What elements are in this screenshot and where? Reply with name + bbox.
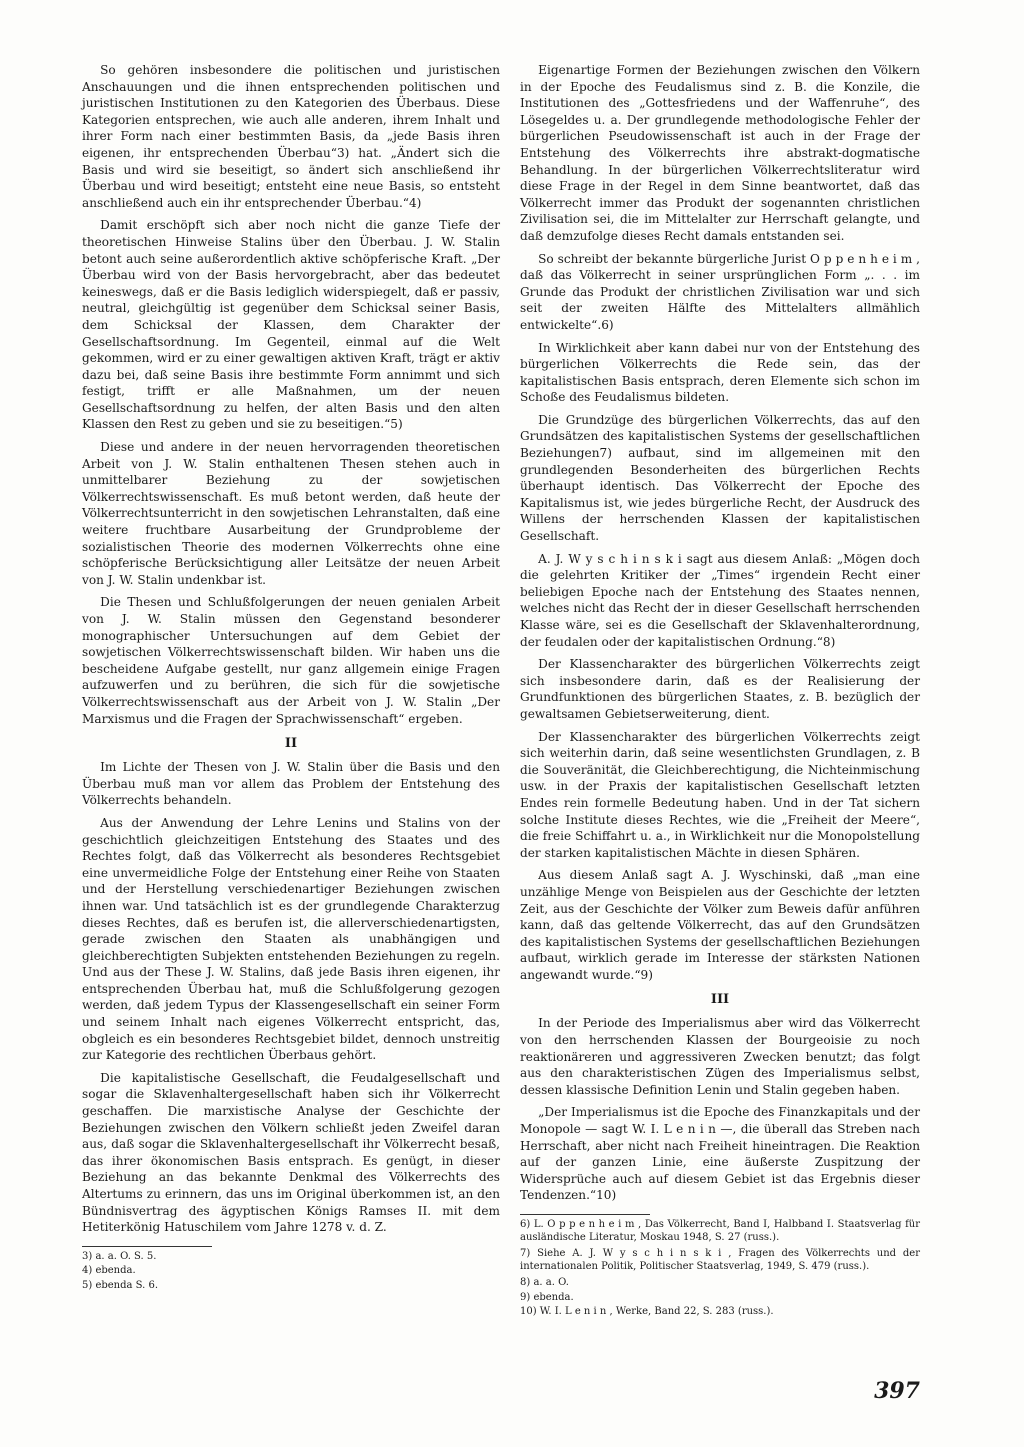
- footnote: 9) ebenda.: [520, 1291, 574, 1303]
- page-number: 397: [874, 1378, 920, 1404]
- paragraph: In Wirklichkeit aber kann dabei nur von der Entstehung des bürgerlichen Völkerrechts die Rede sein, das der kapitalistischen Basis entsprach, deren Elemente sich schon im Schoße des Feudalismus bildeten.: [520, 340, 920, 405]
- footnote: 10) W. I. L e n i n , Werke, Band 22, S. 283 (russ.).: [520, 1306, 774, 1317]
- footnote: 6) L. O p p e n h e i m , Das Völkerrecht, Band I, Halbband I. Staatsverlag für ausländische Literatur, Moskau 1948, S. 27 (russ.).: [520, 1219, 920, 1243]
- left-column: [82, 62, 500, 1294]
- section-heading-ii: II: [284, 736, 298, 752]
- right-column: [520, 62, 920, 1321]
- footnote: 5) ebenda S. 6.: [82, 1279, 159, 1291]
- paragraph: Diese und andere in der neuen hervorragenden theoretischen Arbeit von J. W. Stalin enthaltenen Thesen stehen auch in unmittelbarer Beziehung zu der sowjetischen Völkerrechtswissenschaft. Es muß betont werden, daß heute der Völkerrechtsunterricht in den sowjetischen Lehranstalten, daß eine weitere fruchtbare Ausarbeitung der Grundprobleme der sozialistischen Theorie des modernen Völkerrechts ohne eine schöpferische Berücksichtigung aller Leitsätze der neuen Arbeit von J. W. Stalin undenkbar ist.: [82, 440, 500, 587]
- paragraph: Im Lichte der Thesen von J. W. Stalin über die Basis und den Überbau muß man vor allem das Problem der Entstehung des Völkerrechts behandeln.: [82, 760, 500, 808]
- footnote-divider: [82, 1246, 212, 1247]
- paragraph: „Der Imperialismus ist die Epoche des Finanzkapitals und der Monopole — sagt W. I. L e n i n —, die überall das Streben nach Herrschaft, aber nicht nach Freiheit hineintragen. Die Reaktion auf der ganzen Linie, eine äußerste Zuspitzung der Widersprüche auch auf diesem Gebiet ist das Ergebnis dieser Tendenzen.“10): [520, 1105, 920, 1203]
- footnote: 8) a. a. O.: [520, 1277, 569, 1288]
- footnote: 4) ebenda.: [82, 1265, 136, 1277]
- paragraph: Damit erschöpft sich aber noch nicht die ganze Tiefe der theoretischen Hinweise Stalins über den Überbau. J. W. Stalin betont auch seine außerordentlich aktive schöpferische Kraft. „Der Überbau wird von der Basis hervorgebracht, aber das bedeutet keineswegs, daß er die Basis lediglich widerspiegelt, daß er passiv, neutral, gleichgültig ist gegenüber dem Schicksal seiner Basis, dem Schicksal der Klassen, dem Charakter der Gesellschaftsordnung. Im Gegenteil, einmal auf die Welt gekommen, wird er zu einer gewaltigen aktiven Kraft, trägt er aktiv dazu bei, daß seine Basis ihre bestimmte Form annimmt und sich festigt, trifft er alle Maßnahmen, um der neuen Gesellschaftsordnung zu helfen, der alten Basis und den alten Klassen den Rest zu geben und sie zu beseitigen.“5): [82, 218, 500, 432]
- paragraph: A. J. W y s c h i n s k i sagt aus diesem Anlaß: „Mögen doch die gelehrten Kritiker der „Times“ irgendein Recht einer beliebigen Epoche nach der Entstehung des Staates nennen, welches nicht das Recht der in dieser Gesellschaft herrschenden Klasse wäre, sei es die Gesellschaft der Sklavenhalterordnung, der feudalen oder der kapitalistischen Ordnung.“8): [520, 551, 920, 649]
- paragraph: Aus der Anwendung der Lehre Lenins und Stalins von der geschichtlich gleichzeitigen Entstehung des Staates und des Rechtes folgt, daß das Völkerrecht als besonderes Rechtsgebiet eine unvermeidliche Folge der Entstehung einer Reihe von Staaten und der Herstellung verschiedenartiger Beziehungen zwischen ihnen war. Und tatsächlich ist es der grundlegende Charakterzug dieses Rechtes, daß es berufen ist, die allerverschiedenartigsten, gerade zwischen den Staaten als unabhängigen und gleichberechtigten Subjekten entstehenden Beziehungen zu regeln. Und aus der These J. W. Stalins, daß jede Basis ihren eigenen, ihr entsprechenden Überbau hat, muß die Schlußfolgerung gezogen werden, daß jedem Typus der Klassengesellschaft ein seiner Form und seinem Inhalt nach eigenes Völkerrecht entspricht, das, obgleich es ein besonderes Rechtsgebiet bildet, dennoch unstreitig zur Kategorie des rechtlichen Überbaus gehört.: [82, 815, 500, 1063]
- paragraph: Aus diesem Anlaß sagt A. J. Wyschinski, daß „man eine unzählige Menge von Beispielen aus der Geschichte der letzten Zeit, aus der Geschichte der Völker zum Beweis dafür anführen kann, daß das geltende Völkerrecht, das auf den Grundsätzen des kapitalistischen Systems der gesellschaftlichen Beziehungen aufbaut, wirklich gerade im Interesse der stärksten Nationen angewandt wurde.“9): [520, 868, 920, 982]
- paragraph: Die kapitalistische Gesellschaft, die Feudalgesellschaft und sogar die Sklavenhaltergesellschaft haben sich ihr Völkerrecht geschaffen. Die marxistische Analyse der Geschichte der Beziehungen zwischen den Völkern schließt jeden Zweifel daran aus, daß sogar die Sklavenhaltergesellschaft ihr Völkerrecht besaß, das ihrer ökonomischen Basis entsprach. Es genügt, in dieser Beziehung an das bekannte Denkmal des Völkerrechts des Altertums zu erinnern, das uns im Original überkommen ist, an den Bündnisvertrag des ägyptischen Königs Ramses II. mit dem Hetiterkönig Hatuschilem vom Jahre 1278 v. d. Z.: [82, 1070, 500, 1235]
- paragraph: In der Periode des Imperialismus aber wird das Völkerrecht von den herrschenden Klassen der Bourgeoisie zu noch reaktionäreren und aggressiveren Zwecken benutzt; das folgt aus den charakteristischen Zügen des Imperialismus selbst, dessen klassische Definition Lenin und Stalin gegeben haben.: [520, 1016, 920, 1097]
- paragraph: Der Klassencharakter des bürgerlichen Völkerrechts zeigt sich insbesondere darin, daß es der Realisierung der Grundfunktionen des bürgerlichen Staates, z. B. bezüglich der gewaltsamen Gebietserweiterung, dient.: [520, 657, 920, 721]
- section-heading-iii: III: [710, 992, 730, 1008]
- paragraph: Die Grundzüge des bürgerlichen Völkerrechts, das auf den Grundsätzen des kapitalistischen Systems der gesellschaftlichen Beziehungen7) aufbaut, sind im allgemeinen mit den grundlegenden Besonderheiten des bürgerlichen Rechts überhaupt identisch. Das Völkerrecht der Epoche des Kapitalismus ist, wie jedes bürgerliche Recht, der Ausdruck des Willens der herrschenden Klassen der kapitalistischen Gesellschaft.: [520, 412, 920, 544]
- footnote: 7) Siehe A. J. W y s c h i n s k i , Fragen des Völkerrechts und der internationalen Politik, Politischer Staatsverlag, 1949, S. 479 (russ.).: [520, 1248, 920, 1272]
- paragraph: Eigenartige Formen der Beziehungen zwischen den Völkern in der Epoche des Feudalismus sind z. B. die Konzile, die Institutionen des „Gottesfriedens und der Waffenruhe“, des Lösegeldes u. a. Der grundlegende methodologische Fehler der bürgerlichen Pseudowissenschaft ist auch in der Frage der Entstehung des Völkerrechts ihre abstrakt-dogmatische Behandlung. In der bürgerlichen Völkerrechtsliteratur wird diese Frage in der Regel in dem Sinne beantwortet, daß das Völkerrecht immer das Produkt der sogenannten christlichen Zivilisation sei, die im Mittelalter zur Herrschaft gelangte, und daß demzufolge dieses Recht damals entstanden sei.: [520, 63, 920, 243]
- paragraph: So gehören insbesondere die politischen und juristischen Anschauungen und die ihnen entsprechenden politischen und juristischen Institutionen zu den Kategorien des Überbaus. Diese Kategorien entsprechen, wie auch alle anderen, ihrem Inhalt und ihrer Form nach einer bestimmten Basis, da „jede Basis ihren eigenen, ihr entsprechenden Überbau“3) hat. „Ändert sich die Basis und wird sie beseitigt, so ändert sich anschließend ihr Überbau und wird beseitigt; entsteht eine neue Basis, so entsteht anschließend auch ein ihr entsprechender Überbau.“4): [82, 63, 500, 210]
- footnote: 3) a. a. O. S. 5.: [82, 1250, 157, 1262]
- paragraph: Der Klassencharakter des bürgerlichen Völkerrechts zeigt sich weiterhin darin, daß seine wesentlichsten Grundlagen, z. B die Souveränität, die Gleichberechtigung, die Nichteinmischung usw. in der Praxis der kapitalistischen Gesellschaft letzten Endes rein formelle Bedeutung haben. Und in der Tat sichern solche Institute dieses Rechtes, wie die „Freiheit der Meere“, die freie Schiffahrt u. a., in Wirklichkeit nur die Monopolstellung der starken kapitalistischen Mächte in diesen Sphären.: [520, 729, 920, 860]
- paragraph: So schreibt der bekannte bürgerliche Jurist O p p e n h e i m , daß das Völkerrecht in seiner ursprünglichen Form „. . . im Grunde das Produkt der christlichen Zivilisation war und sich seit der zweiten Hälfte des Mittelalters allmählich entwickelte“.6): [520, 251, 920, 332]
- paragraph: Die Thesen und Schlußfolgerungen der neuen genialen Arbeit von J. W. Stalin müssen den Gegenstand besonderer monographischer Untersuchungen auf dem Gebiet der sowjetischen Völkerrechtswissenschaft bilden. Wir haben uns die bescheidene Aufgabe gestellt, nur ganz allgemein einige Fragen aufzuwerfen und zu berühren, die sich für die sowjetische Völkerrechtswissenschaft aus der Arbeit von J. W. Stalin „Der Marxismus und die Fragen der Sprachwissenschaft“ ergeben.: [82, 595, 500, 726]
- footnote-divider: [520, 1214, 650, 1215]
